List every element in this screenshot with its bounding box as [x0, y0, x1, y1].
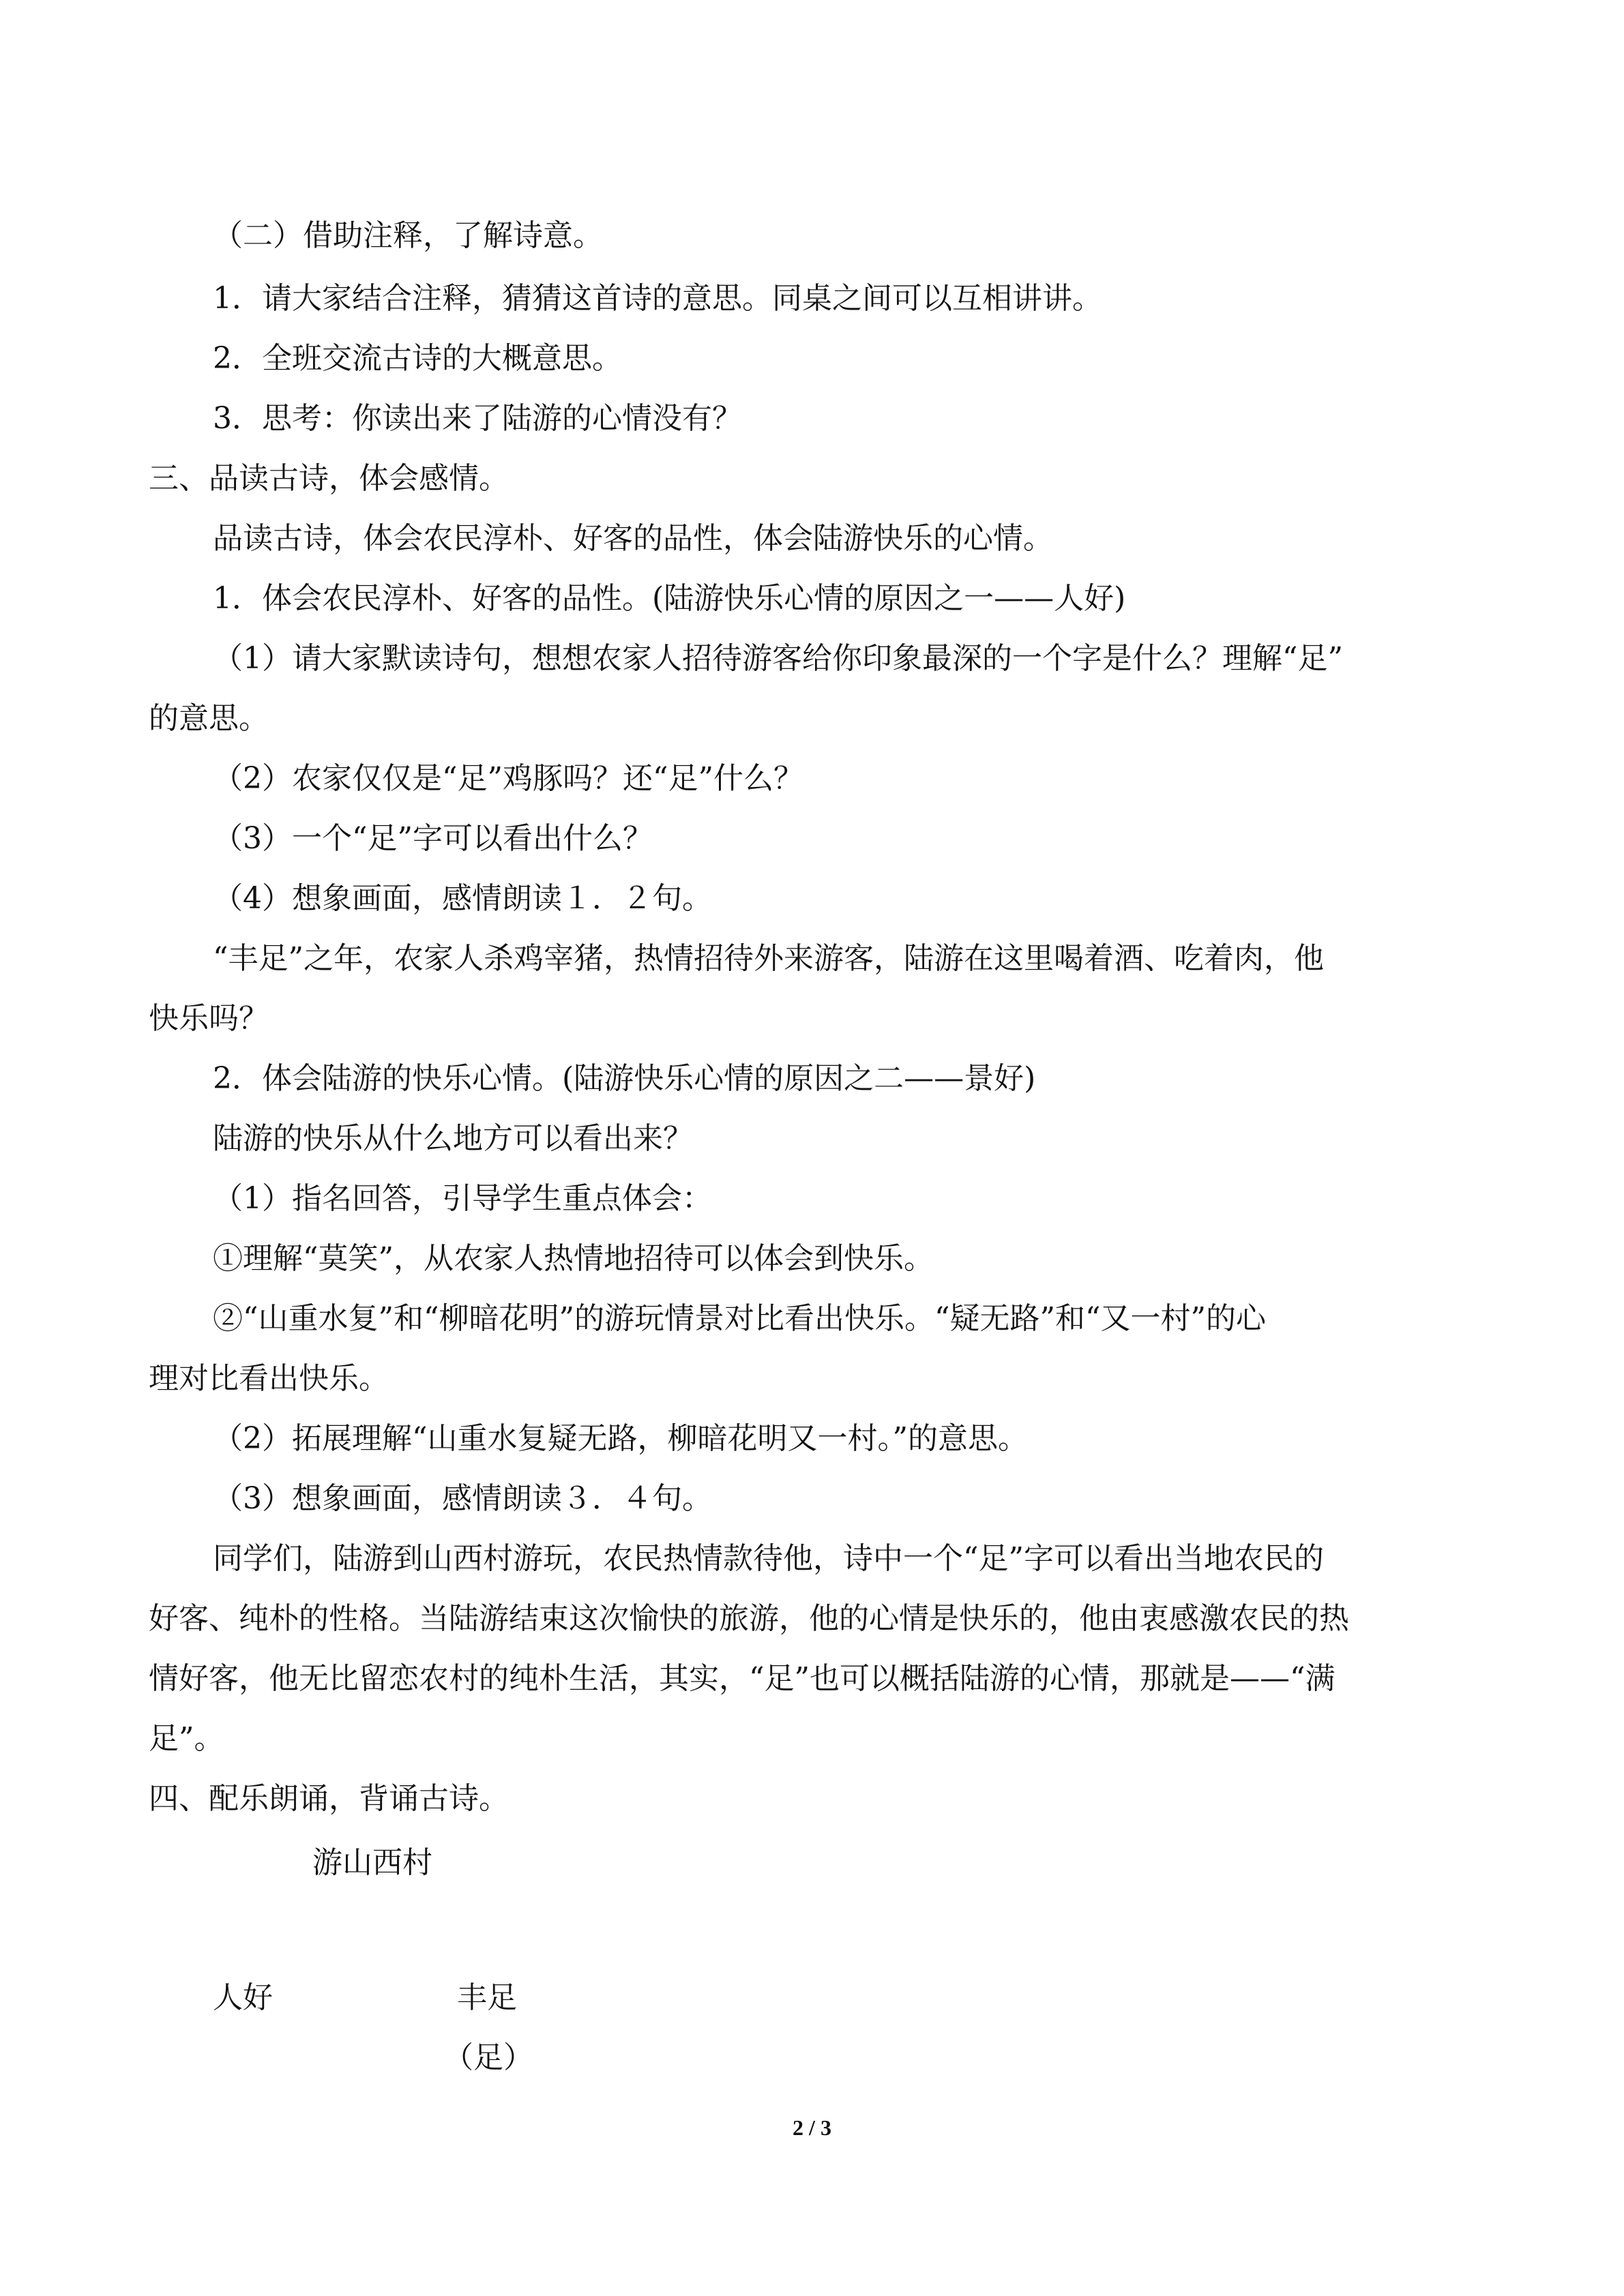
paragraph: （2）拓展理解“山重水复疑无路，柳暗花明又一村。”的意思。 — [213, 1421, 1028, 1456]
board-title: 游山西村 — [312, 1845, 432, 1880]
paragraph: 3．思考：你读出来了陆游的心情没有？ — [213, 401, 742, 436]
paragraph: 陆游的快乐从什么地方可以看出来？ — [213, 1121, 693, 1156]
section-heading: （二）借助注释，了解诗意。 — [213, 218, 603, 253]
paragraph: （3）一个“足”字可以看出什么？ — [213, 821, 653, 856]
section-heading: 四、配乐朗诵，背诵古诗。 — [149, 1781, 509, 1816]
paragraph: （1）请大家默读诗句，想想农家人招待游客给你印象最深的一个字是什么？理解“足” — [213, 641, 1343, 676]
board-right-label: 丰足 — [457, 1980, 517, 2015]
board-center-label: （足） — [443, 2040, 533, 2075]
paragraph: 同学们，陆游到山西村游玩，农民热情款待他，诗中一个“足”字可以看出当地农民的 — [213, 1541, 1324, 1576]
paragraph: 2．全班交流古诗的大概意思。 — [213, 341, 622, 376]
paragraph: 1．请大家结合注释，猜猜这首诗的意思。同桌之间可以互相讲讲。 — [213, 281, 1102, 316]
paragraph: （1）指名回答，引导学生重点体会： — [213, 1181, 712, 1216]
paragraph: ①理解“莫笑”，从农家人热情地招待可以体会到快乐。 — [213, 1241, 934, 1276]
paragraph: 理对比看出快乐。 — [149, 1361, 389, 1396]
paragraph: 情好客，他无比留恋农村的纯朴生活，其实，“足”也可以概括陆游的心情，那就是——“满 — [149, 1661, 1335, 1696]
paragraph: （2）农家仅仅是“足”鸡豚吗？还“足”什么？ — [213, 761, 803, 796]
paragraph: （4）想象画面，感情朗读１．２句。 — [213, 881, 712, 916]
paragraph: 好客、纯朴的性格。当陆游结束这次愉快的旅游，他的心情是快乐的，他由衷感激农民的热 — [149, 1601, 1349, 1636]
paragraph: 的意思。 — [149, 701, 269, 736]
paragraph: ②“山重水复”和“柳暗花明”的游玩情景对比看出快乐。“疑无路”和“又一村”的心 — [213, 1301, 1266, 1336]
board-left-label: 人好 — [213, 1980, 273, 2015]
paragraph: “丰足”之年，农家人杀鸡宰猪，热情招待外来游客，陆游在这里喝着酒、吃着肉，他 — [213, 941, 1324, 976]
section-heading: 三、品读古诗，体会感情。 — [149, 461, 509, 496]
paragraph: 快乐吗？ — [149, 1001, 269, 1036]
paragraph: 品读古诗，体会农民淳朴、好客的品性，体会陆游快乐的心情。 — [213, 521, 1053, 556]
paragraph: （3）想象画面，感情朗读３．４句。 — [213, 1481, 712, 1516]
paragraph: 足”。 — [149, 1721, 224, 1756]
page-number: 2 / 3 — [793, 2115, 831, 2140]
paragraph: 1．体会农民淳朴、好客的品性。(陆游快乐心情的原因之一——人好) — [213, 581, 1126, 616]
paragraph: 2．体会陆游的快乐心情。(陆游快乐心情的原因之二——景好) — [213, 1061, 1036, 1096]
